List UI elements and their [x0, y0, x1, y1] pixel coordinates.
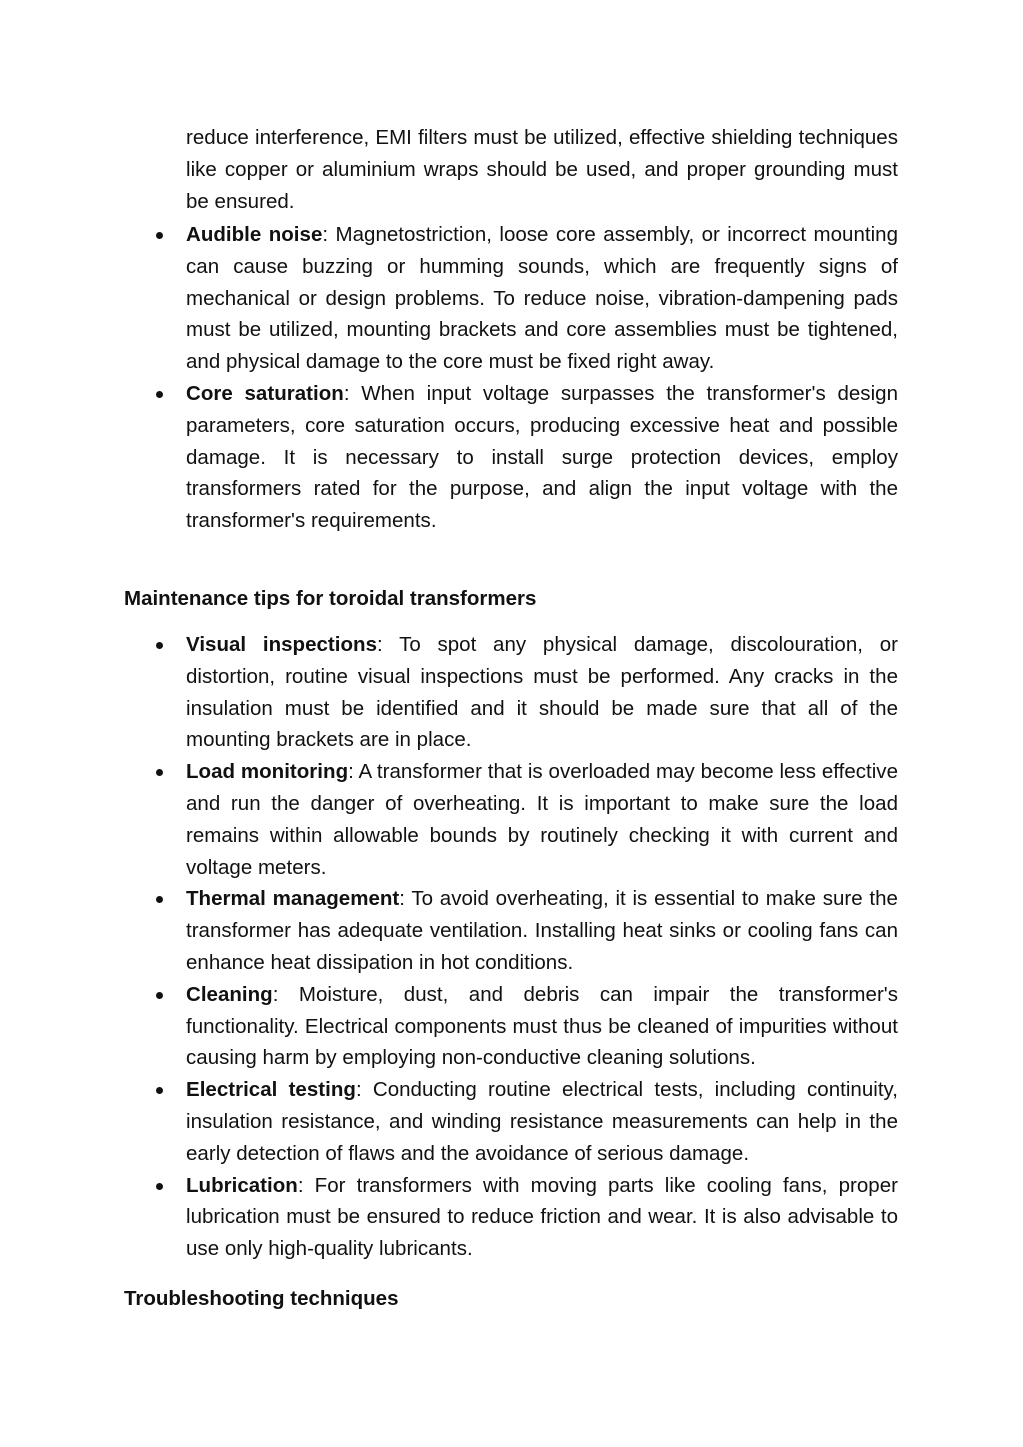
continuation-paragraph	[186, 122, 898, 217]
bullet-icon	[156, 769, 163, 776]
item-term: Core saturation	[186, 381, 344, 405]
item-description: : When input voltage surpasses the transformer's design parameters, core saturation occurs, producing excessive heat and possible damage. It is necessary to install surge protection devices, employ transformers rated for the purpose, and align the input voltage with the transformer's requirements.	[186, 381, 898, 533]
continuation-text: reduce interference, EMI filters must be utilized, effective shielding techniques like copper or aluminium wraps should be used, and proper grounding must be ensured.	[186, 126, 898, 213]
item-description: : Conducting routine electrical tests, including continuity, insulation resistance, and winding resistance measurements can help in the early detection of flaws and the avoidance of serious damage.	[186, 1078, 898, 1165]
list-item	[186, 378, 898, 537]
list-item	[186, 979, 898, 1074]
item-term: Thermal management	[186, 887, 400, 911]
list-item	[186, 756, 898, 883]
item-term: Audible noise	[186, 223, 323, 246]
bullet-icon	[156, 896, 163, 903]
list-item	[186, 1170, 898, 1265]
bullet-icon	[156, 1183, 163, 1190]
item-description: : Magnetostriction, loose core assembly, or incorrect mounting can cause buzzing or humming sounds, which are frequently signs of mechanical or design problems. To reduce noise, vibration-dampening pads must be utilized, mounting brackets and core assemblies must be tightened, and physical damage to the core must be fixed right away.	[186, 223, 899, 374]
list-item	[186, 219, 898, 378]
item-term: Load monitoring	[186, 760, 349, 784]
bullet-icon	[156, 992, 163, 999]
item-term: Electrical testing	[186, 1078, 356, 1102]
list-item	[186, 629, 898, 756]
item-term: Lubrication	[186, 1173, 298, 1197]
item-term: Cleaning	[186, 982, 273, 1006]
maintenance-list	[186, 629, 898, 1265]
item-description: : A transformer that is overloaded may become less effective and run the danger of overheating. It is important to make sure the load remains within allowable bounds by routinely checking it with current and voltage meters.	[186, 760, 898, 879]
issues-list	[186, 219, 898, 537]
item-description: : To spot any physical damage, discolouration, or distortion, routine visual inspections must be performed. Any cracks in the insulation must be identified and it should be made sure that all of the mounting brackets are in place.	[186, 633, 898, 752]
item-term: Visual inspections	[186, 633, 377, 656]
bullet-icon	[156, 642, 163, 649]
item-description: : Moisture, dust, and debris can impair the transformer's functionality. Electrical components must thus be cleaned of impurities without causing harm by employing non-conductive cleaning solutions.	[186, 982, 898, 1070]
item-description: : For transformers with moving parts like cooling fans, proper lubrication must be ensured to reduce friction and wear. It is also advisable to use only high-quality lubricants.	[186, 1173, 898, 1261]
bullet-icon	[156, 391, 163, 398]
item-description: : To avoid overheating, it is essential to make sure the transformer has adequate ventilation. Installing heat sinks or cooling fans can enhance heat dissipation in hot conditions.	[186, 887, 898, 974]
list-item	[186, 883, 898, 978]
list-item	[186, 1074, 898, 1169]
section-heading-maintenance: Maintenance tips for toroidal transformers	[124, 587, 537, 610]
bullet-icon	[156, 1087, 163, 1094]
bullet-icon	[156, 232, 163, 239]
section-heading-troubleshooting: Troubleshooting techniques	[124, 1287, 399, 1310]
